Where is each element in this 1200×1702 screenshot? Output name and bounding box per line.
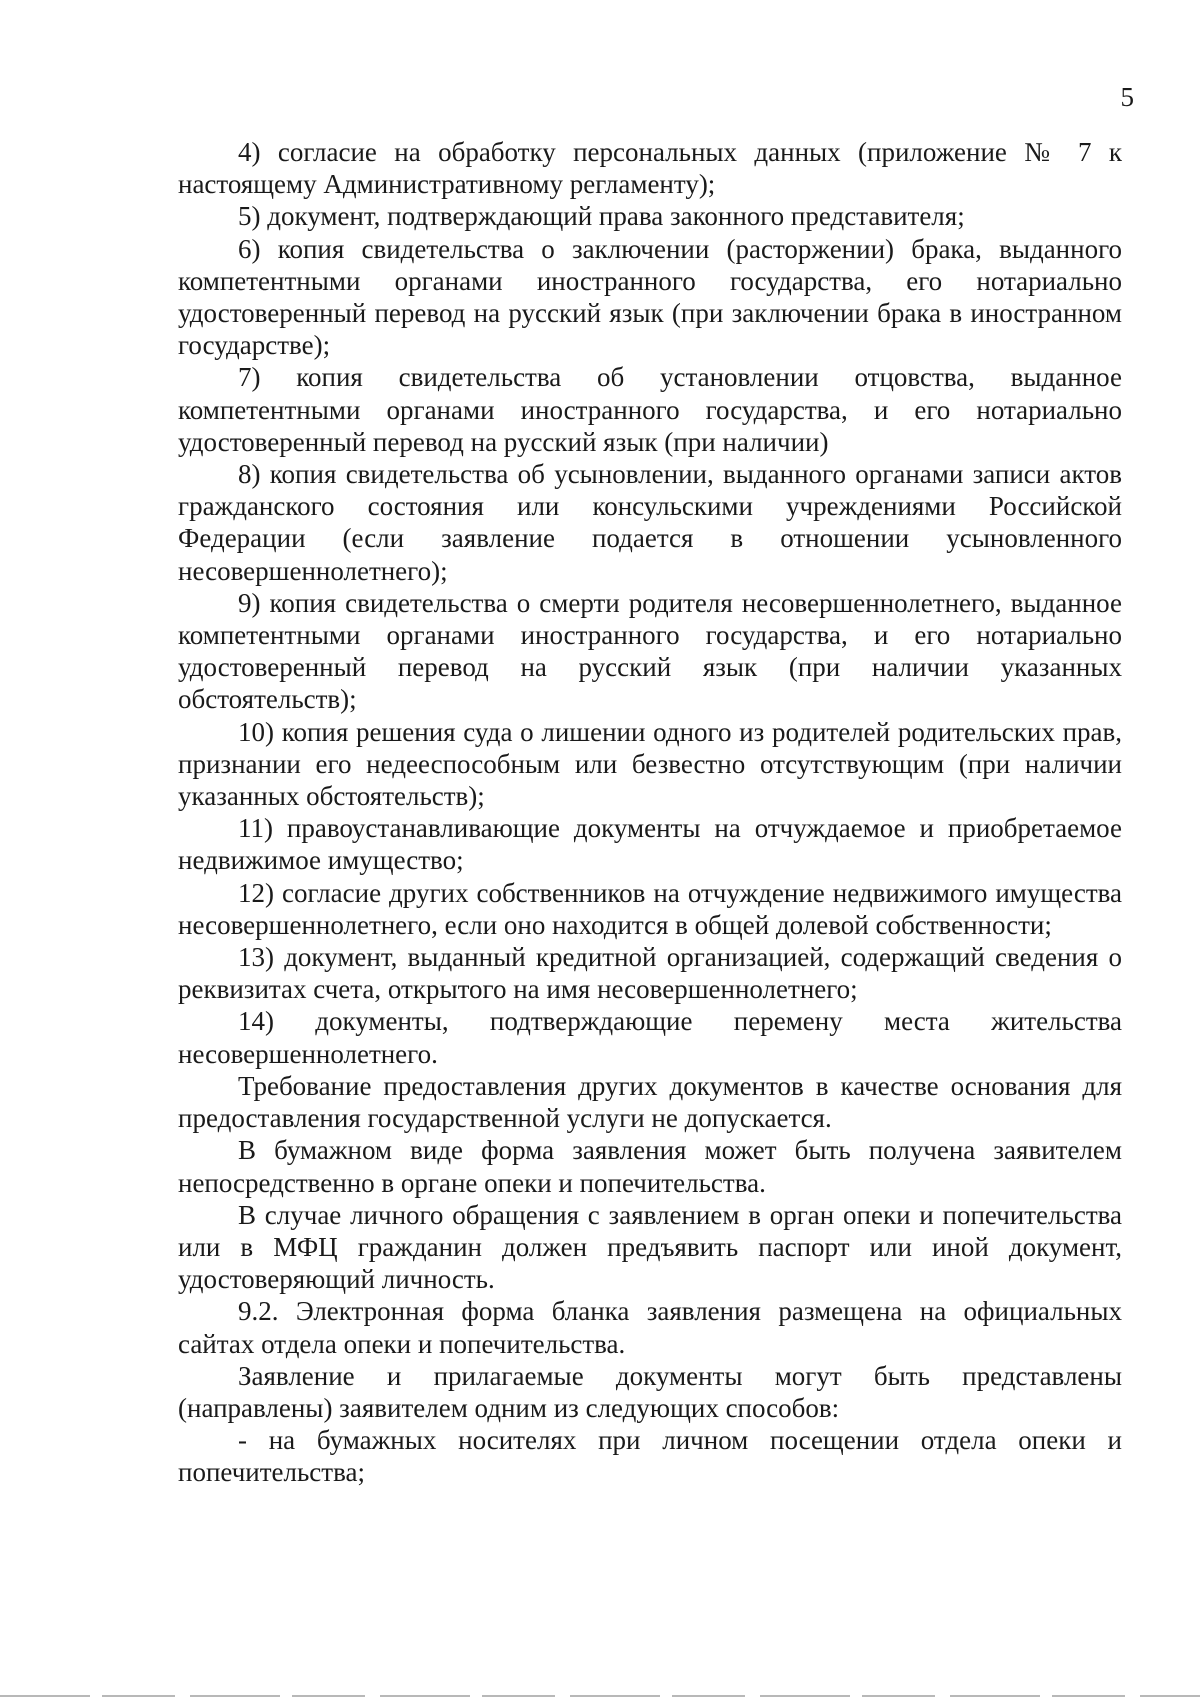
paragraph-personal-visit: В случае личного обращения с заявлением в орган опеки и попечительства или в МФЦ гражданин должен предъявить паспорт или иной документ, удостоверяющий личность. [178,1199,1122,1295]
paragraph-paper-submission: - на бумажных носителях при личном посещении отдела опеки и попечительства; [178,1425,1122,1488]
list-item-11: 11) правоустанавливающие документы на отчуждаемое и приобретаемое недвижимое имущество; [178,813,1122,876]
page-number: 5 [1120,82,1134,112]
list-item-14: 14) документы, подтверждающие перемену места жительства несовершеннолетнего. [178,1006,1122,1069]
document-body [178,136,1122,1489]
list-item-5: 5) документ, подтверждающий права законного представителя; [238,201,965,232]
list-item-12: 12) согласие других собственников на отчуждение недвижимого имущества несовершеннолетнего, если оно находится в общей долевой собственности; [178,877,1122,940]
list-item-4: 4) согласие на обработку персональных данных (приложение № 7 к настоящему Административному регламенту); [178,137,1122,200]
paragraph-9-2: 9.2. Электронная форма бланка заявления размещена на официальных сайтах отдела опеки и попечительства. [178,1296,1122,1359]
scan-bottom-edge [0,1695,1200,1697]
list-item-6: 6) копия свидетельства о заключении (расторжении) брака, выданного компетентными органами иностранного государства, его нотариально удостоверенный перевод на русский язык (при заключении брака в иностранном государстве); [178,233,1122,361]
list-item-10: 10) копия решения суда о лишении одного из родителей родительских прав, признании его недееспособным или безвестно отсутствующим (при наличии указанных обстоятельств); [178,716,1122,812]
paragraph-paper-form: В бумажном виде форма заявления может быть получена заявителем непосредственно в органе опеки и попечительства. [178,1135,1122,1198]
paragraph-submission-methods: Заявление и прилагаемые документы могут быть представлены (направлены) заявителем одним из следующих способов: [178,1360,1122,1423]
list-item-13: 13) документ, выданный кредитной организацией, содержащий сведения о реквизитах счета, открытого на имя несовершеннолетнего; [178,942,1122,1005]
list-item-8: 8) копия свидетельства об усыновлении, выданного органами записи актов гражданского состояния или консульскими учреждениями Российской Федерации (если заявление подается в отношении усыновленного несовершеннолетнего); [178,459,1122,586]
list-item-9: 9) копия свидетельства о смерти родителя несовершеннолетнего, выданное компетентными органами иностранного государства, и его нотариально удостоверенный перевод на русский язык (при наличии указанных обстоятельств); [178,587,1122,715]
list-item-7: 7) копия свидетельства об установлении отцовства, выданное компетентными органами иностранного государства, и его нотариально удостоверенный перевод на русский язык (при наличии) [178,362,1122,457]
paragraph-no-other-documents: Требование предоставления других документов в качестве основания для предоставления государственной услуги не допускается. [178,1070,1122,1134]
